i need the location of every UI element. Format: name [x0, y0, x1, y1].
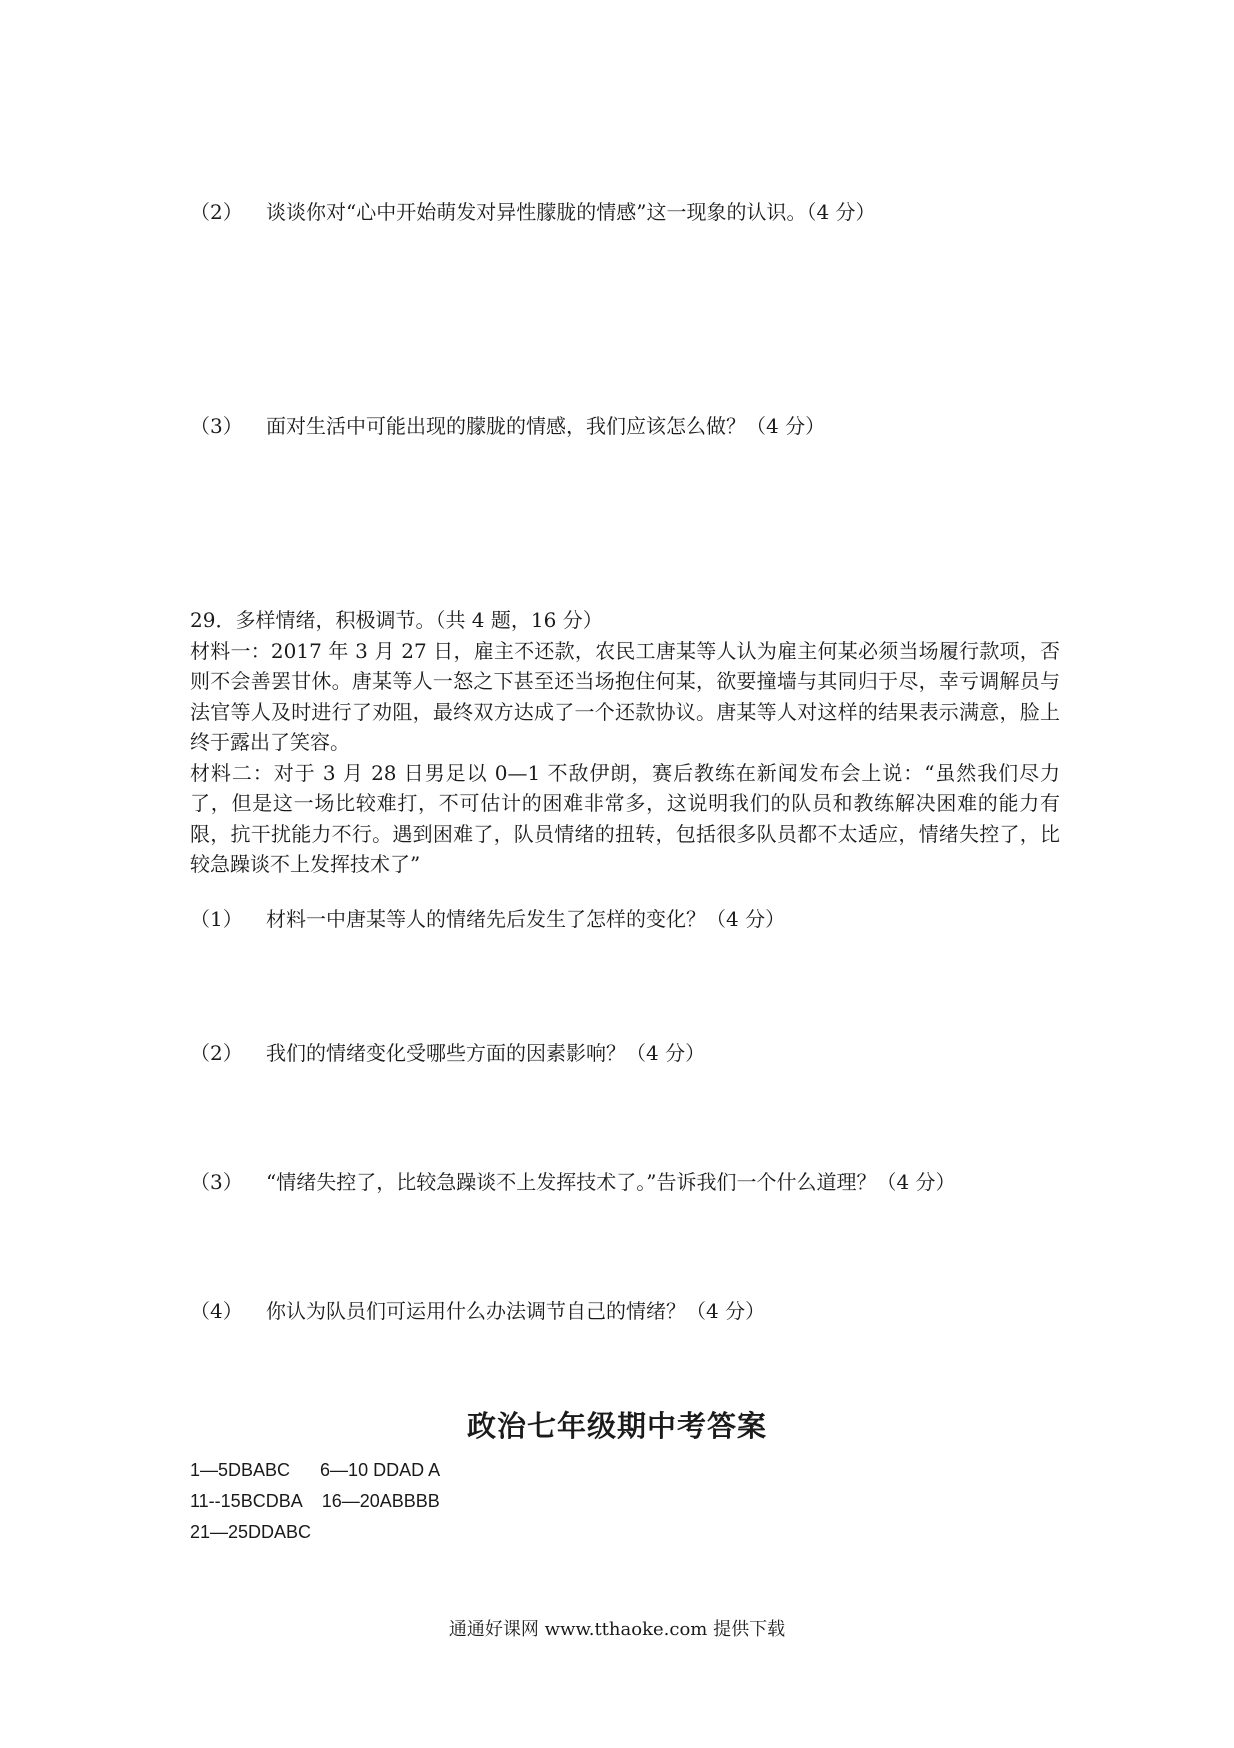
question-29-block	[190, 605, 1060, 880]
question-number: （3）	[190, 414, 243, 438]
question-text: 我们的情绪变化受哪些方面的因素影响？（4 分）	[266, 1041, 706, 1065]
question-number: （2）	[190, 1041, 243, 1065]
answer-key	[190, 1455, 440, 1548]
material-two: 材料二：对于 3 月 28 日男足以 0—1 不敌伊朗，赛后教练在新闻发布会上说：“虽然我们尽力了，但是这一场比较难打，不可估计的困难非常多，这说明我们的队员和教练解决困难的能力有限，抗干扰能力不行。遇到困难了，队员情绪的扭转，包括很多队员都不太适应，情绪失控了，比较急躁谈不上发挥技术了”	[190, 760, 1060, 876]
question-28-2	[190, 197, 876, 227]
question-29-2	[190, 1038, 705, 1068]
answer-row: 1—5DBABC 6—10 DDAD A	[190, 1460, 441, 1480]
answer-key-title: 政治七年级期中考答案	[466, 1409, 767, 1443]
question-number: （2）	[190, 200, 243, 224]
question-text: “情绪失控了，比较急躁谈不上发挥技术了。”告诉我们一个什么道理？（4 分）	[266, 1170, 956, 1194]
question-text: 材料一中唐某等人的情绪先后发生了怎样的变化？（4 分）	[266, 907, 786, 931]
question-text: 你认为队员们可运用什么办法调节自己的情绪？（4 分）	[266, 1299, 766, 1323]
material-one: 材料一：2017 年 3 月 27 日，雇主不还款，农民工唐某等人认为雇主何某必须当场履行款项，否则不会善罢甘休。唐某等人一怒之下甚至还当场抱住何某，欲要撞墙与其同归于尽，幸亏调解员与法官等人及时进行了劝阻，最终双方达成了一个还款协议。唐某等人对这样的结果表示满意，脸上终于露出了笑容。	[190, 638, 1060, 754]
question-29-1	[190, 904, 785, 934]
question-text: 谈谈你对“心中开始萌发对异性朦胧的情感”这一现象的认识。（4 分）	[266, 200, 876, 224]
answer-row: 21—25DDABC	[190, 1522, 312, 1542]
question-text: 面对生活中可能出现的朦胧的情感，我们应该怎么做？（4 分）	[266, 414, 826, 438]
question-29-3	[190, 1167, 956, 1197]
footer-source: 通通好课网 www.tthaoke.com 提供下载	[448, 1619, 786, 1640]
question-number: （3）	[190, 1170, 243, 1194]
answer-row: 11--15BCDBA 16—20ABBBB	[190, 1491, 440, 1511]
question-29-4	[190, 1296, 765, 1326]
question-29-heading: 29．多样情绪，积极调节。（共 4 题，16 分）	[190, 608, 603, 632]
question-number: （4）	[190, 1299, 243, 1323]
question-28-3	[190, 411, 825, 441]
question-number: （1）	[190, 907, 243, 931]
